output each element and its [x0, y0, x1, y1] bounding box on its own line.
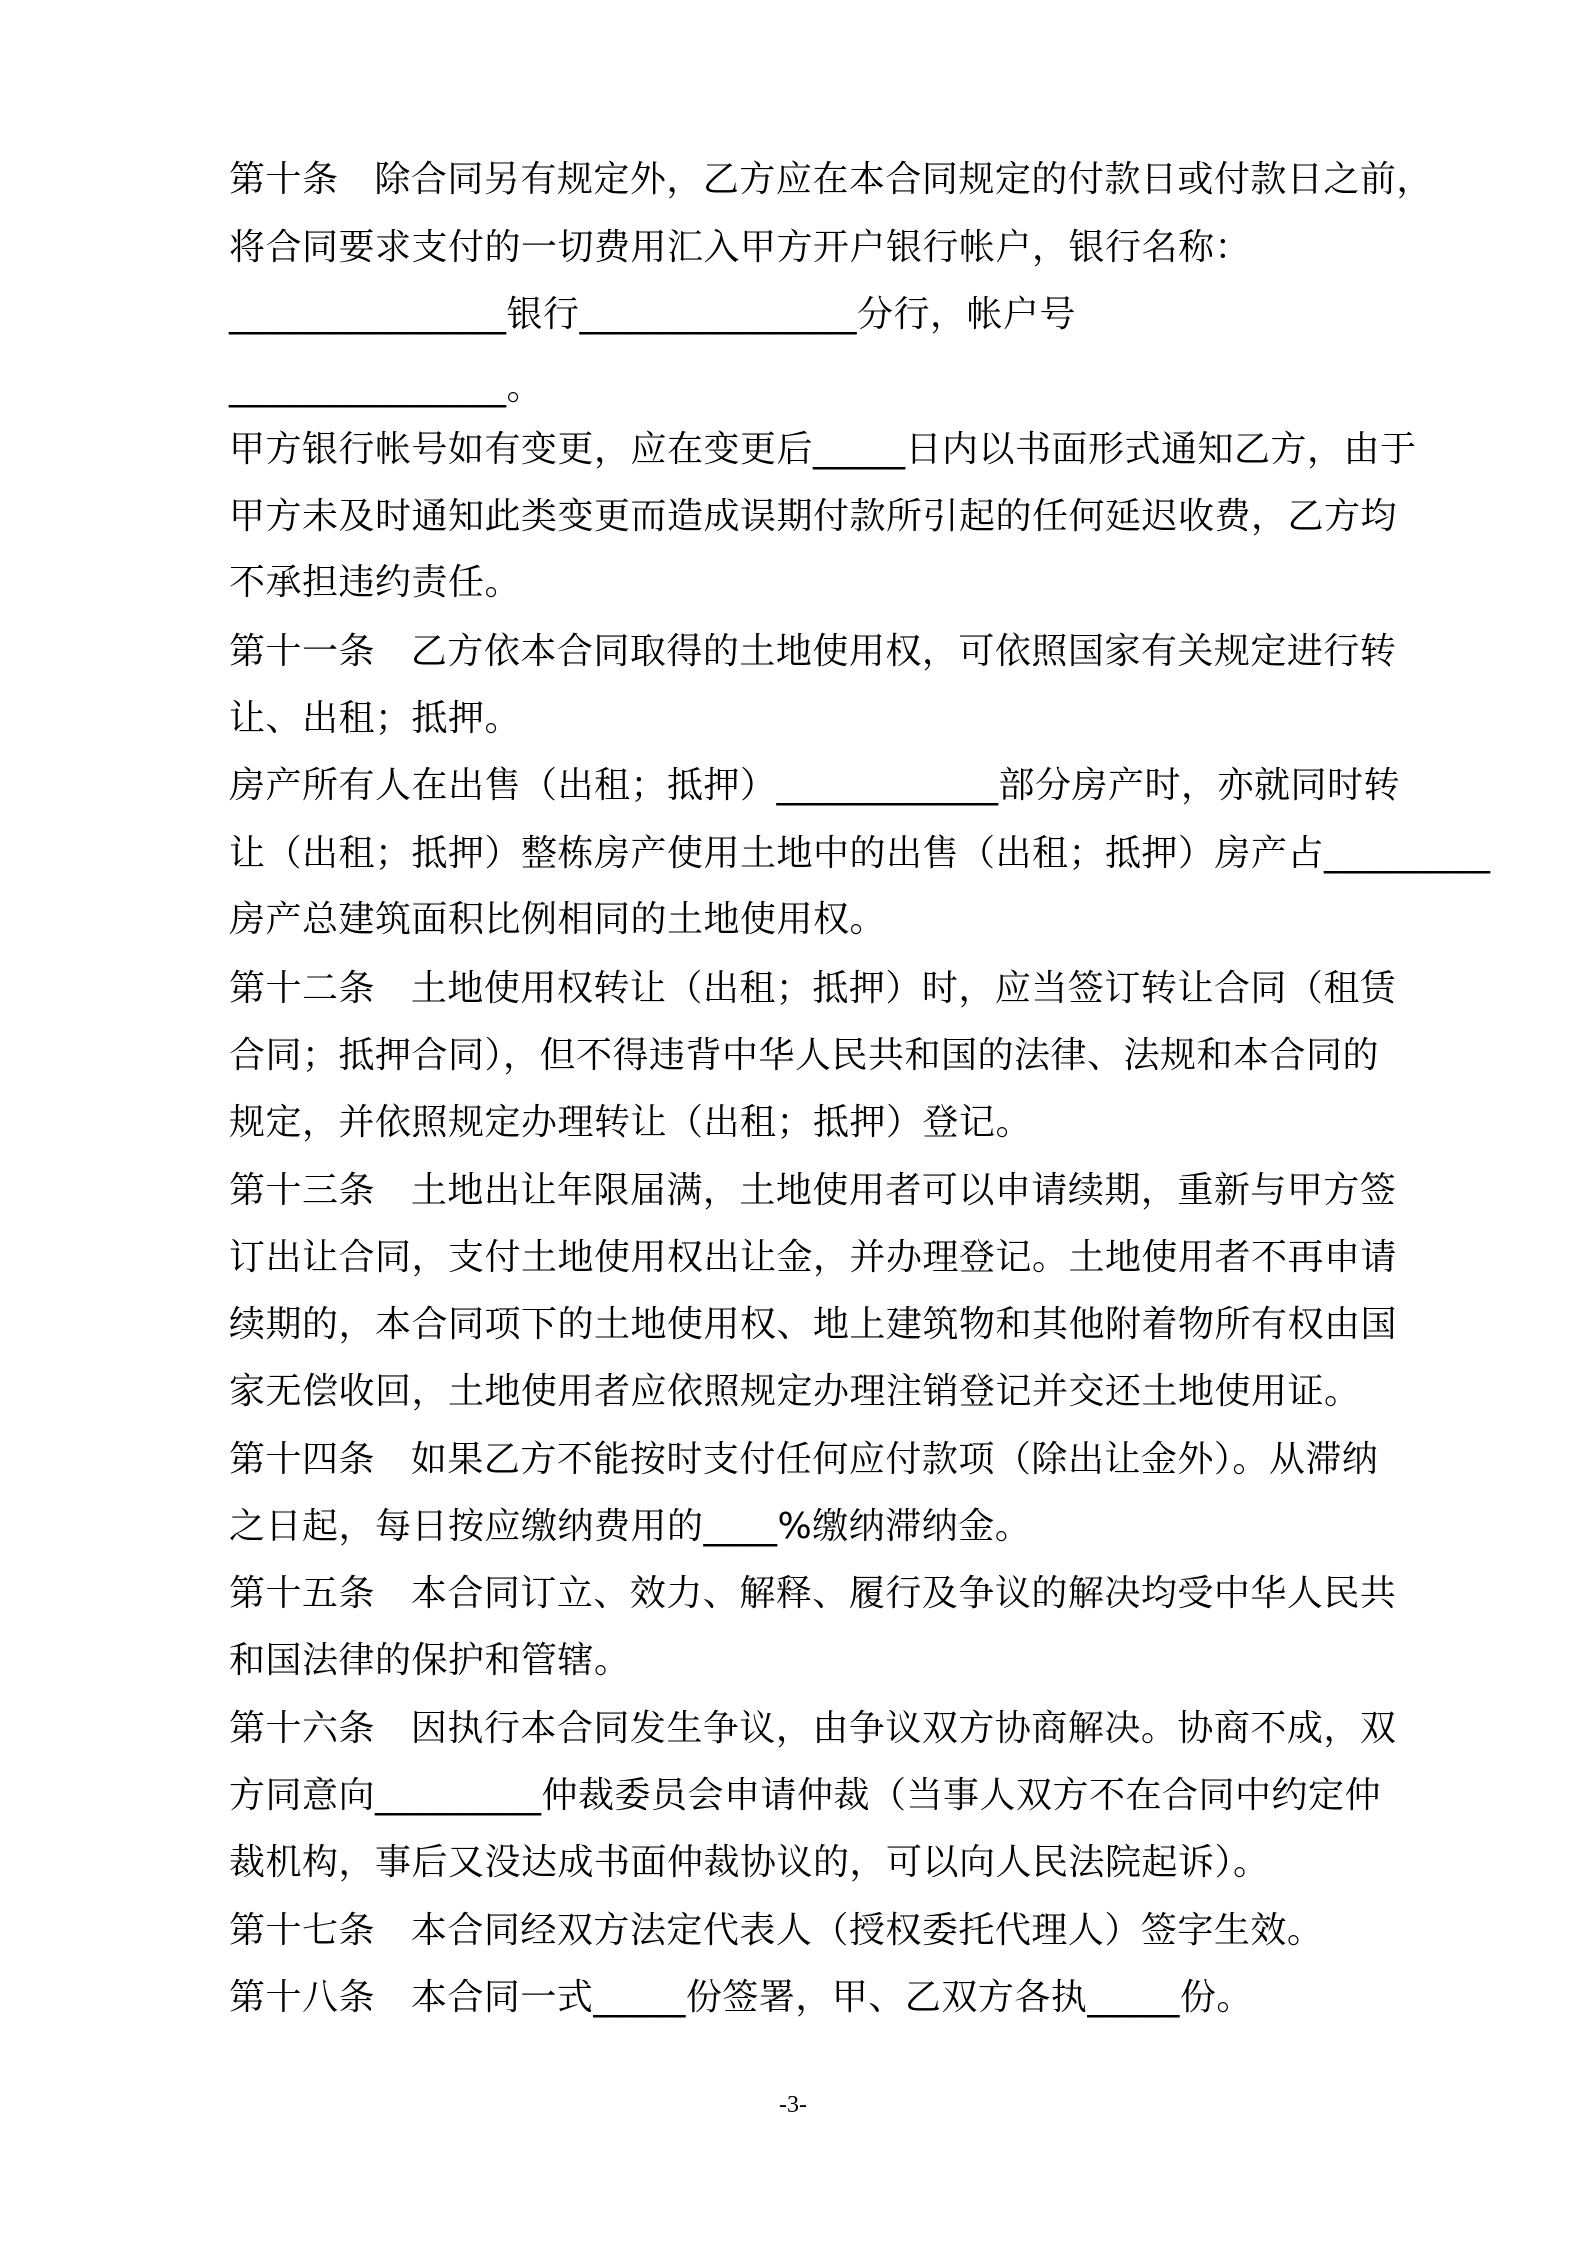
article-14-line-2: 之日起，每日按应缴纳费用的____%缴纳滞纳金。 [229, 1506, 1032, 1547]
bank-change-line-2: 甲方未及时通知此类变更而造成误期付款所引起的任何延迟收费，乙方均 [229, 496, 1398, 537]
article-11-line-2: 让、出租；抵押。 [229, 698, 522, 739]
article-13-line-1: 第十三条 土地出让年限届满，土地使用者可以申请续期，重新与甲方签 [229, 1170, 1397, 1211]
article-10-bank-line: _______________银行_______________分行，帐户号 [229, 294, 1077, 335]
article-15-line-1: 第十五条 本合同订立、效力、解释、履行及争议的解决均受中华人民共 [229, 1573, 1397, 1614]
article-12-line-2: 合同；抵押合同），但不得违背中华人民共和国的法律、法规和本合同的 [229, 1035, 1380, 1076]
article-13-line-4: 家无偿收回，土地使用者应依照规定办理注销登记并交还土地使用证。 [229, 1371, 1361, 1412]
article-16-line-3: 裁机构，事后又没达成书面仲裁协议的，可以向人民法院起诉）。 [229, 1842, 1270, 1883]
article-10-line-2: 将合同要求支付的一切费用汇入甲方开户银行帐户，银行名称： [229, 227, 1252, 268]
article-12-line-1: 第十二条 土地使用权转让（出租；抵押）时，应当签订转让合同（租赁 [229, 968, 1397, 1009]
page-number: -3- [779, 2092, 807, 2118]
article-18-line: 第十八条 本合同一式_____份签署，甲、乙双方各执_____份。 [229, 1977, 1253, 2018]
article-13-line-2: 订出让合同，支付土地使用权出让金，并办理登记。土地使用者不再申请 [229, 1237, 1398, 1278]
article-16-line-1: 第十六条 因执行本合同发生争议，由争议双方协商解决。协商不成，双 [229, 1708, 1397, 1749]
article-10-line-1: 第十条 除合同另有规定外，乙方应在本合同规定的付款日或付款日之前， [229, 159, 1433, 200]
article-11-line-1: 第十一条 乙方依本合同取得的土地使用权，可依照国家有关规定进行转 [229, 631, 1397, 672]
article-10-account-line: _______________。 [229, 367, 543, 408]
property-owner-line-2: 让（出租；抵押）整栋房产使用土地中的出售（出租；抵押）房产占_________ [229, 833, 1491, 874]
bank-change-line-1: 甲方银行帐号如有变更，应在变更后_____日内以书面形式通知乙方，由于 [229, 429, 1417, 470]
article-17-line: 第十七条 本合同经双方法定代表人（授权委托代理人）签字生效。 [229, 1910, 1324, 1951]
property-owner-line-3: 房产总建筑面积比例相同的土地使用权。 [229, 899, 887, 940]
article-14-line-1: 第十四条 如果乙方不能按时支付任何应付款项（除出让金外）。从滞纳 [229, 1439, 1379, 1480]
property-owner-line-1: 房产所有人在出售（出租；抵押）____________部分房产时，亦就同时转 [229, 765, 1401, 806]
article-15-line-2: 和国法律的保护和管辖。 [229, 1640, 631, 1681]
article-16-line-2: 方同意向_________仲裁委员会申请仲裁（当事人双方不在合同中约定仲 [229, 1775, 1382, 1816]
bank-change-line-3: 不承担违约责任。 [229, 562, 522, 603]
article-13-line-3: 续期的，本合同项下的土地使用权、地上建筑物和其他附着物所有权由国 [229, 1304, 1398, 1345]
article-12-line-3: 规定，并依照规定办理转让（出租；抵押）登记。 [229, 1102, 1033, 1143]
